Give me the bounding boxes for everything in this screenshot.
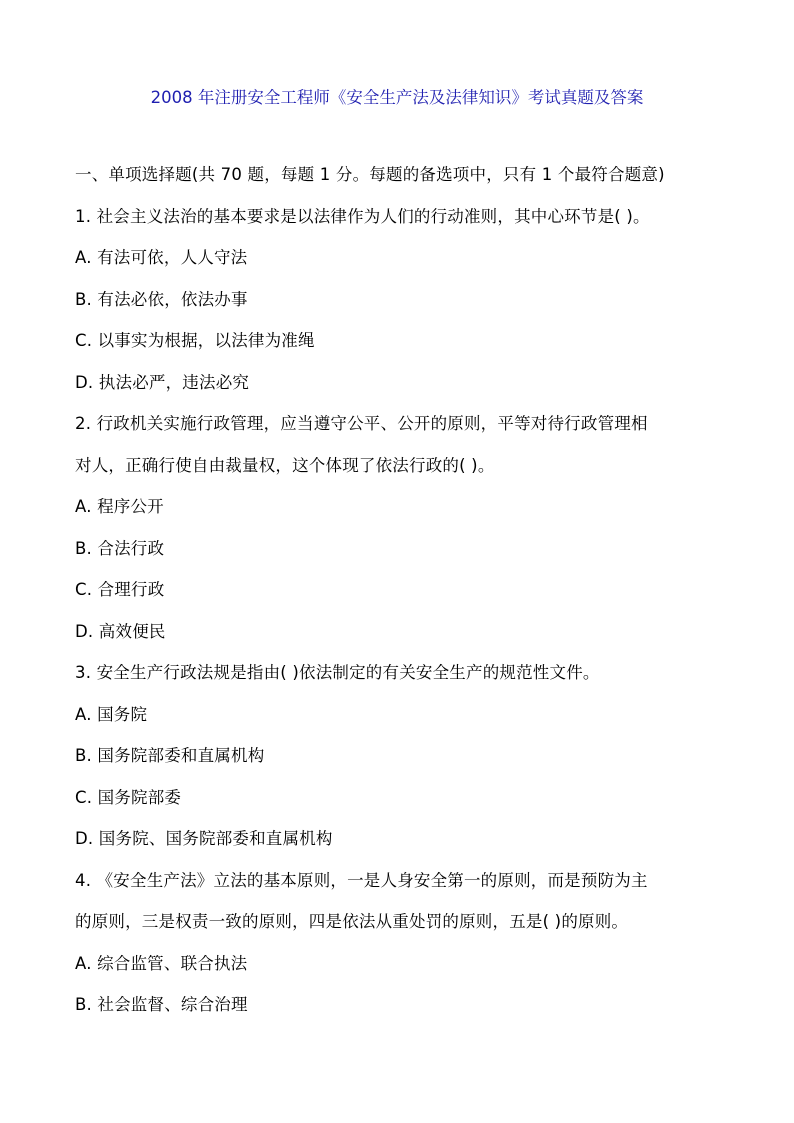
question-stem: 3. 安全生产行政法规是指由( )依法制定的有关安全生产的规范性文件。 <box>75 663 600 682</box>
option-d: D. 执法必严，违法必究 <box>75 372 250 392</box>
option-a: A. 综合监管、联合执法 <box>75 953 248 973</box>
option-a: A. 国务院 <box>75 704 148 724</box>
option-b: B. 国务院部委和直属机构 <box>75 746 265 765</box>
option-b: B. 有法必依，依法办事 <box>75 289 248 309</box>
option-d: D. 国务院、国务院部委和直属机构 <box>75 829 333 848</box>
option-a: A. 有法可依，人人守法 <box>75 248 248 267</box>
option-b: B. 合法行政 <box>75 538 165 558</box>
option-d: D. 高效便民 <box>75 621 166 641</box>
section-heading: 一、单项选择题(共 70 题，每题 1 分。每题的备选项中，只有 1 个最符合题意) <box>75 165 665 184</box>
option-c: C. 合理行政 <box>75 580 165 599</box>
question-stem-continued: 的原则，三是权责一致的原则，四是依法从重处罚的原则，五是( )的原则。 <box>75 912 629 931</box>
question-stem: 1. 社会主义法治的基本要求是以法律作为人们的行动准则，其中心环节是( )。 <box>75 206 650 226</box>
question-stem-continued: 对人，正确行使自由裁量权，这个体现了依法行政的( )。 <box>75 455 495 475</box>
option-a: A. 程序公开 <box>75 497 164 516</box>
document-body <box>75 165 725 1037</box>
question-2 <box>75 414 725 663</box>
question-1 <box>75 207 725 415</box>
question-3 <box>75 663 725 871</box>
question-stem: 2. 行政机关实施行政管理，应当遵守公平、公开的原则，平等对待行政管理相 <box>75 414 648 433</box>
question-4 <box>75 871 725 1037</box>
option-c: C. 以事实为根据，以法律为准绳 <box>75 331 315 350</box>
option-c: C. 国务院部委 <box>75 787 182 807</box>
document-title: 2008 年注册安全工程师《安全生产法及法律知识》考试真题及答案 <box>150 88 644 107</box>
option-b: B. 社会监督、综合治理 <box>75 995 248 1014</box>
question-stem: 4. 《安全生产法》立法的基本原则，一是人身安全第一的原则，而是预防为主 <box>75 870 648 890</box>
